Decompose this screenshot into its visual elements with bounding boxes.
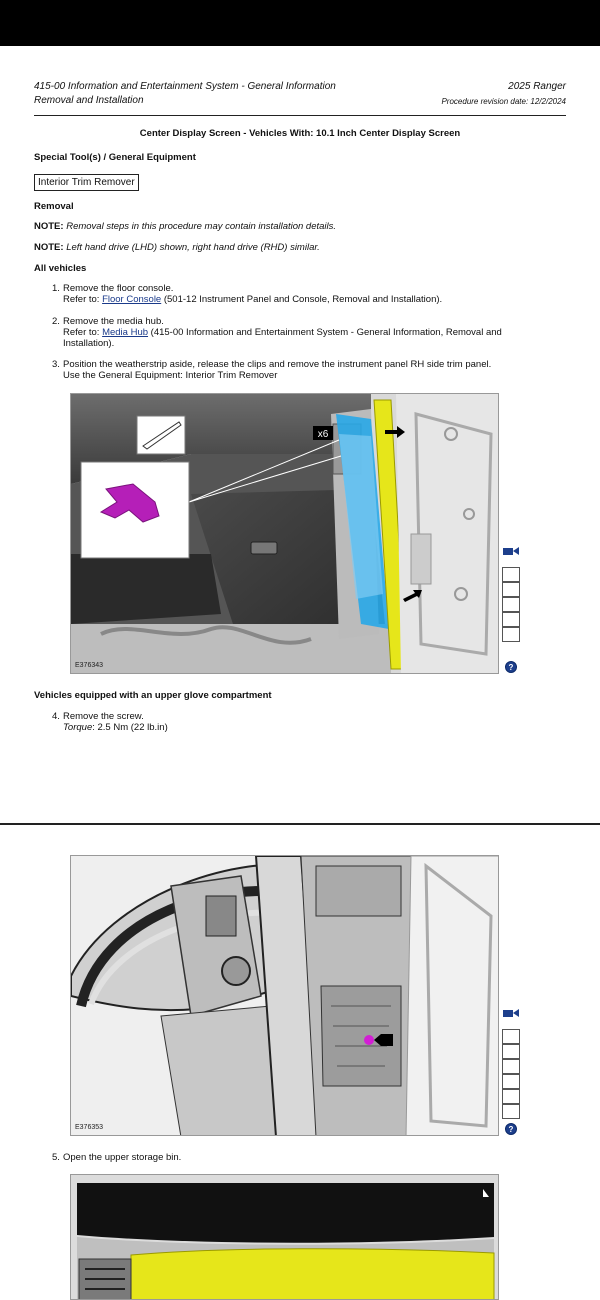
toolbar-button[interactable] xyxy=(502,567,520,582)
torque-label: Torque xyxy=(63,722,93,733)
step-number: 1. xyxy=(52,283,60,294)
procedure-type: Removal and Installation xyxy=(34,95,144,106)
page-title: Center Display Screen - Vehicles With: 10.1 Inch Center Display Screen xyxy=(139,128,461,139)
figure-trim-panel xyxy=(70,393,499,674)
tool-inset xyxy=(137,416,185,454)
step-number: 2. xyxy=(52,316,60,327)
torque-value: : 2.5 Nm (22 lb.in) xyxy=(92,722,168,733)
help-icon[interactable]: ? xyxy=(505,661,517,673)
reference-detail: (501-12 Instrument Panel and Console, Removal and Installation). xyxy=(163,294,443,305)
step-2 xyxy=(52,316,522,349)
note-text: Left hand drive (LHD) shown, right hand drive (RHD) similar. xyxy=(66,242,320,253)
toolbar-button[interactable] xyxy=(502,597,520,612)
all-vehicles-heading: All vehicles xyxy=(34,263,87,274)
note-text: Removal steps in this procedure may contain installation details. xyxy=(66,221,337,232)
toolbar-button[interactable] xyxy=(502,1044,520,1059)
step-equipment: Use the General Equipment: Interior Trim Remover xyxy=(63,370,278,381)
toolbar-button[interactable] xyxy=(502,627,520,642)
step-text: Open the upper storage bin. xyxy=(63,1152,182,1163)
figure-screw xyxy=(70,855,499,1136)
video-camera-icon[interactable] xyxy=(503,1008,519,1018)
toolbar-button[interactable] xyxy=(502,1029,520,1044)
toolbar-button[interactable] xyxy=(502,1089,520,1104)
page-separator xyxy=(0,823,600,825)
step-number: 3. xyxy=(52,359,60,370)
toolbar-button[interactable] xyxy=(502,612,520,627)
step-number: 4. xyxy=(52,711,60,722)
figure-toolbar xyxy=(502,546,522,642)
upper-glove-heading: Vehicles equipped with an upper glove compartment xyxy=(34,690,272,701)
refer-label: Refer to: xyxy=(63,294,100,305)
help-icon[interactable]: ? xyxy=(505,1123,517,1135)
refer-label: Refer to: xyxy=(63,327,100,338)
step-text: Remove the media hub. xyxy=(63,316,164,327)
note-2 xyxy=(34,242,320,253)
step-text: Position the weatherstrip aside, release the clips and remove the instrument panel RH side trim panel. xyxy=(63,359,492,370)
figure-id: E376343 xyxy=(75,662,104,669)
special-tools-heading: Special Tool(s) / General Equipment xyxy=(34,152,196,163)
note-label: NOTE: xyxy=(34,221,64,232)
step-text: Remove the screw. xyxy=(63,711,144,722)
storage-bin-illustration xyxy=(71,1175,499,1300)
top-status-bar xyxy=(0,0,600,46)
step-text: Remove the floor console. xyxy=(63,283,174,294)
removal-heading: Removal xyxy=(34,201,74,212)
document-header xyxy=(34,80,566,116)
figure-toolbar xyxy=(502,1008,522,1119)
toolbar-button[interactable] xyxy=(502,1074,520,1089)
figure-id: E376353 xyxy=(75,1124,104,1131)
step-5 xyxy=(52,1152,522,1163)
toolbar-button[interactable] xyxy=(502,1104,520,1119)
step-3 xyxy=(52,359,522,381)
video-camera-icon[interactable] xyxy=(503,546,519,556)
callout-count: x6 xyxy=(317,429,329,440)
tool-name-box: Interior Trim Remover xyxy=(34,174,139,191)
step-reference xyxy=(63,327,522,349)
reference-detail: (415-00 Information and Entertainment System - General Information, Removal and Installation). xyxy=(63,327,502,349)
vehicle-model: 2025 Ranger xyxy=(508,81,566,92)
step-1 xyxy=(52,283,522,305)
toolbar-button[interactable] xyxy=(502,582,520,597)
note-1 xyxy=(34,221,336,232)
step-reference xyxy=(63,294,522,305)
screw-illustration xyxy=(71,856,499,1136)
figure-storage-bin xyxy=(70,1174,499,1300)
toolbar-button[interactable] xyxy=(502,1059,520,1074)
floor-console-link[interactable]: Floor Console xyxy=(102,294,162,305)
step-4 xyxy=(52,711,522,733)
revision-date: Procedure revision date: 12/2/2024 xyxy=(441,97,566,106)
torque-spec xyxy=(63,722,522,733)
step-number: 5. xyxy=(52,1152,60,1163)
trim-panel-illustration xyxy=(71,394,499,674)
screw-location-marker xyxy=(364,1035,374,1045)
section-title: 415-00 Information and Entertainment System - General Information xyxy=(34,81,336,92)
note-label: NOTE: xyxy=(34,242,64,253)
media-hub-link[interactable]: Media Hub xyxy=(102,327,149,338)
